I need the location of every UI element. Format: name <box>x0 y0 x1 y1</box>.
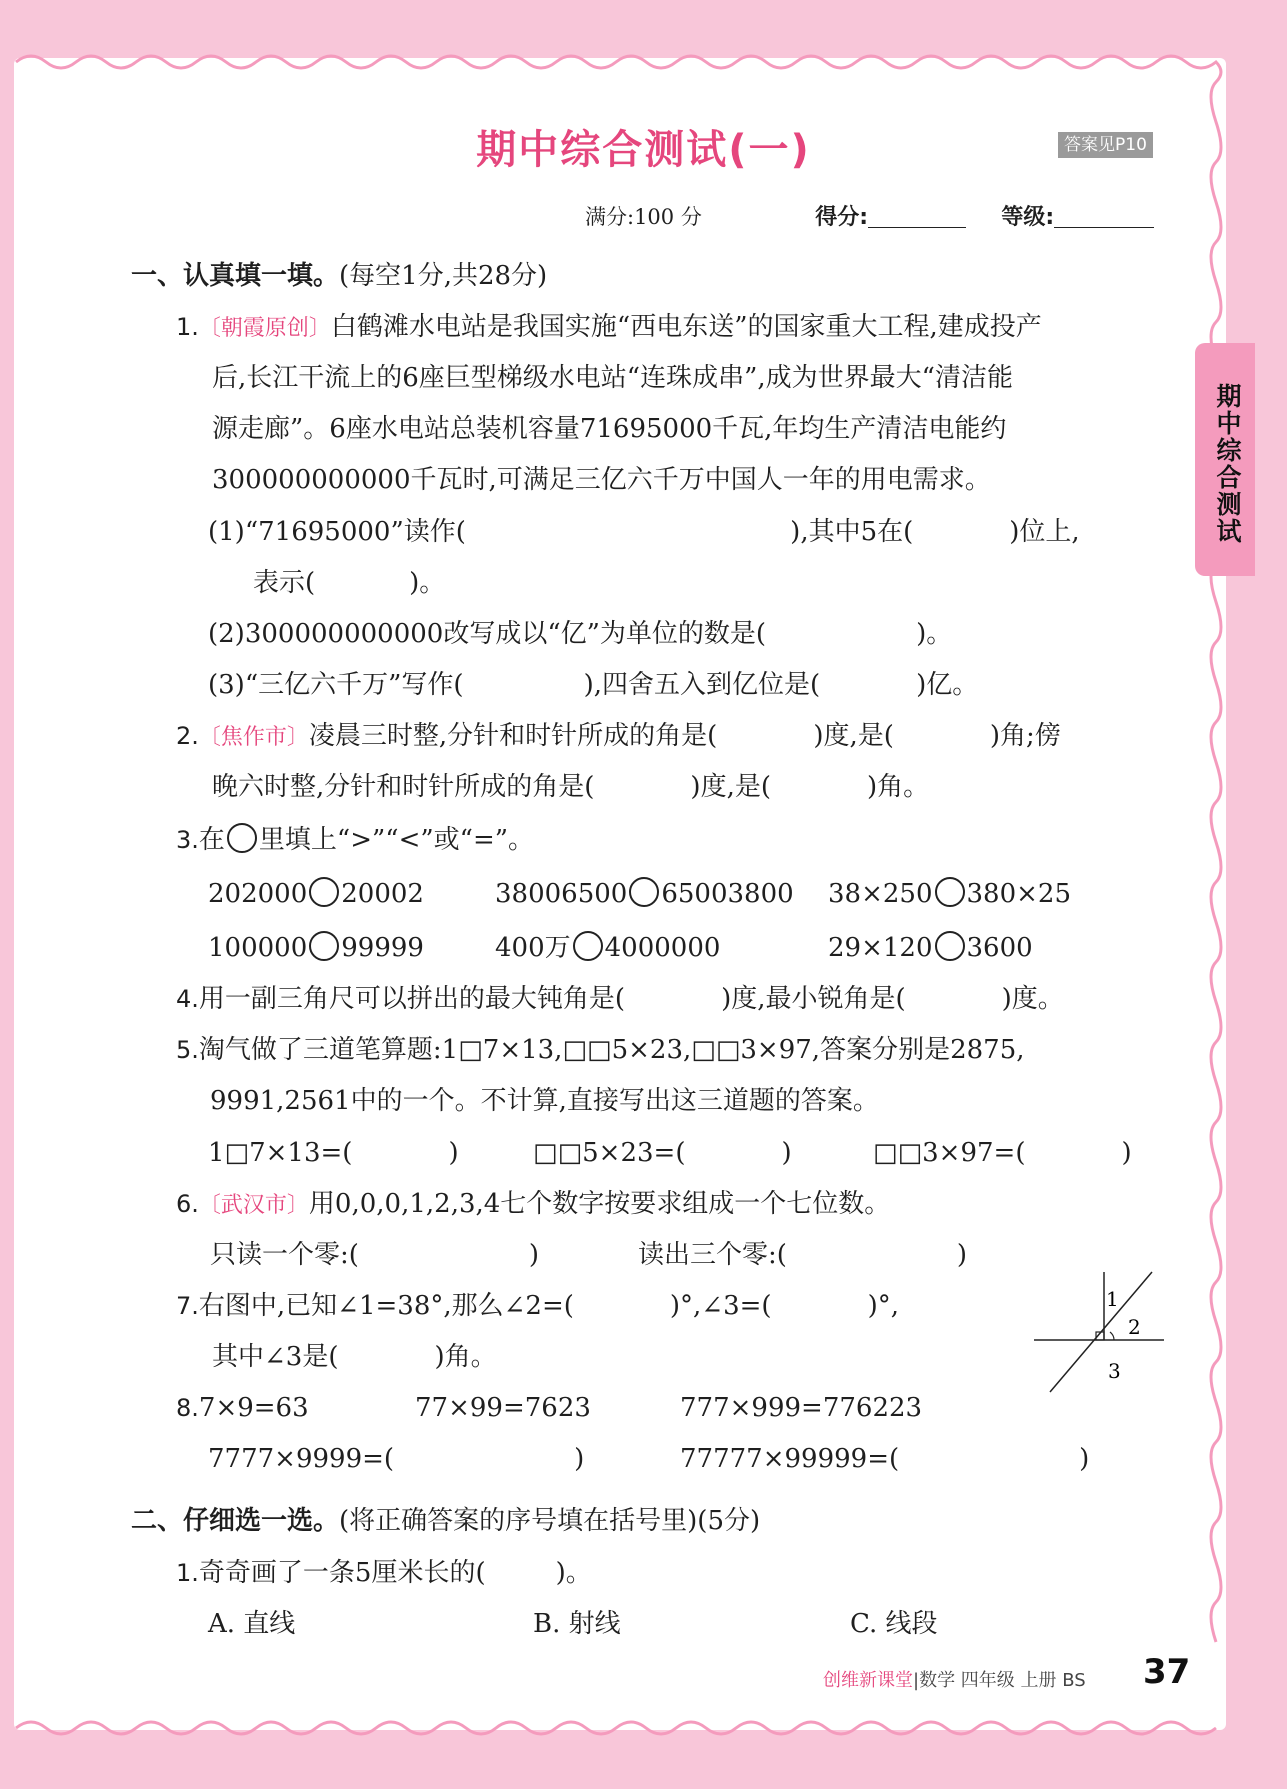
angle-label-2: 2 <box>1128 1315 1141 1339</box>
page-title: 期中综合测试(一) <box>476 127 811 173</box>
footer-brand: 创维新课堂 <box>823 1670 913 1691</box>
q6-source-tag: 〔武汉市〕 <box>198 1193 309 1218</box>
footer <box>823 1666 1086 1692</box>
q8-text-c: 777×999=776223 <box>680 1393 923 1423</box>
q6-number: 6. <box>176 1190 199 1218</box>
q4-number: 4. <box>176 985 199 1013</box>
q3-compare-2 <box>495 877 794 909</box>
angle-label-1: 1 <box>1106 1287 1119 1311</box>
q3-compare-right: 4000000 <box>604 933 721 963</box>
q7-text-b: )°,∠3=( <box>669 1291 772 1321</box>
q6-close: ) <box>528 1240 540 1270</box>
q1-line2: 后,长江干流上的6座巨型梯级水电站“连珠成串”,成为世界最大“清洁能 <box>212 363 1013 393</box>
q3-compare-left: 100000 <box>208 933 308 963</box>
compare-circle[interactable] <box>935 931 965 961</box>
page-number: 37 <box>1143 1652 1191 1692</box>
q3-compare-left: 29×120 <box>828 933 933 963</box>
q5-expr: 1□7×13=( <box>208 1138 353 1168</box>
score-blank[interactable] <box>868 207 966 228</box>
q6-text: 用0,0,0,1,2,3,4七个数字按要求组成一个七位数。 <box>308 1189 891 1219</box>
q8-text-d: 7777×9999=( <box>208 1444 395 1474</box>
q3-text-a: 在 <box>198 825 225 855</box>
q7-text-d: 其中∠3是( <box>212 1342 339 1372</box>
s2-q1-option-a[interactable]: A. 直线 <box>208 1609 296 1639</box>
q6-answer-1 <box>210 1240 539 1270</box>
q1-line4: 300000000000千瓦时,可满足三亿六千万中国人一年的用电需求。 <box>212 465 991 495</box>
q1-sub1-text-d: 表示( <box>253 568 316 598</box>
section2-heading <box>131 1506 760 1536</box>
q6-line1 <box>176 1189 890 1221</box>
q4-text-a: 用一副三角尺可以拼出的最大钝角是( <box>198 984 626 1014</box>
q8-answer-2 <box>680 1444 1089 1474</box>
q2-text-e: )度,是( <box>690 772 771 802</box>
angle-label-3: 3 <box>1108 1359 1121 1383</box>
q8-text-e: 77777×99999=( <box>680 1444 900 1474</box>
q1-sub2-text-a: (2)300000000000改写成以“亿”为单位的数是( <box>208 619 767 649</box>
q2-line2 <box>212 772 929 802</box>
q3-compare-left: 38×250 <box>828 879 933 909</box>
grade-blank[interactable] <box>1054 207 1154 228</box>
compare-circle[interactable] <box>935 877 965 907</box>
q1-sub3 <box>208 670 978 700</box>
score-label: 得分: <box>815 205 869 230</box>
compare-circle[interactable] <box>629 877 659 907</box>
q7-line2 <box>212 1342 497 1372</box>
q1-number: 1. <box>176 313 199 341</box>
s2-q1-option-b[interactable]: B. 射线 <box>533 1609 621 1639</box>
q3-compare-6 <box>828 931 1033 963</box>
q2-text-a: 凌晨三时整,分针和时针所成的角是( <box>308 721 718 751</box>
compare-circle[interactable] <box>309 877 339 907</box>
s2-q1-line1 <box>176 1558 592 1588</box>
q3-compare-3 <box>828 877 1071 909</box>
score-row <box>585 200 1154 231</box>
grade-label: 等级: <box>1001 205 1055 230</box>
q3-number: 3. <box>176 826 199 854</box>
q1-sub1-text-e: )。 <box>409 568 446 598</box>
q3-compare-right: 3600 <box>966 933 1033 963</box>
q8-line1 <box>176 1393 309 1423</box>
compare-circle[interactable] <box>309 931 339 961</box>
q5-answer-2 <box>533 1138 792 1168</box>
q3-compare-left: 202000 <box>208 879 308 909</box>
q2-line1 <box>176 721 1061 753</box>
section2-title: 二、仔细选一选。 <box>131 1506 340 1536</box>
angle-arc <box>1110 1332 1114 1340</box>
q5-close: ) <box>1121 1138 1132 1168</box>
q2-text-c: )角;傍 <box>989 721 1061 751</box>
q5-answer-1 <box>208 1138 459 1168</box>
q3-compare-left: 400万 <box>495 933 571 963</box>
q1-sub3-text-a: (3)“三亿六千万”写作( <box>208 670 464 700</box>
q1-sub1-line2 <box>253 568 445 598</box>
q2-text-f: )角。 <box>866 772 930 802</box>
q6-text-b: 读出三个零:( <box>638 1240 787 1270</box>
q1-line1 <box>176 312 1042 344</box>
q5-expr: □□5×23=( <box>533 1138 686 1168</box>
q1-sub1-text-c: )位上, <box>1009 517 1080 547</box>
s2-q1-text-a: 奇奇画了一条5厘米长的( <box>198 1558 486 1588</box>
q8-number: 8. <box>176 1394 199 1422</box>
q7-text-e: )角。 <box>434 1342 497 1372</box>
q1-source-tag: 〔朝霞原创〕 <box>198 316 331 341</box>
q7-text-a: 右图中,已知∠1=38°,那么∠2=( <box>198 1291 574 1321</box>
q3-compare-left: 38006500 <box>495 879 628 909</box>
s2-q1-text-b: )。 <box>555 1558 592 1588</box>
q3-line1 <box>176 823 534 855</box>
q3-compare-right: 380×25 <box>966 879 1071 909</box>
circle-blank-icon <box>227 823 257 853</box>
section1-note: (每空1分,共28分) <box>339 261 548 291</box>
q3-compare-right: 20002 <box>341 879 424 909</box>
q6-answer-2 <box>638 1240 967 1270</box>
compare-circle[interactable] <box>573 931 603 961</box>
section2-note: (将正确答案的序号填在括号里)(5分) <box>339 1506 761 1536</box>
q4-text-c: )度。 <box>1001 984 1064 1014</box>
q5-close: ) <box>781 1138 792 1168</box>
q7-line1 <box>176 1291 899 1321</box>
q4-line1 <box>176 984 1064 1014</box>
q3-compare-right: 65003800 <box>661 879 794 909</box>
q5-expr: □□3×97=( <box>873 1138 1026 1168</box>
q2-text-d: 晚六时整,分针和时针所成的角是( <box>212 772 595 802</box>
q1-sub3-text-b: ),四舍五入到亿位是( <box>583 670 821 700</box>
q3-compare-right: 99999 <box>341 933 424 963</box>
section1-title: 一、认真填一填。 <box>131 261 340 291</box>
footer-meta: |数学 四年级 上册 BS <box>913 1670 1086 1691</box>
q1-sub2-text-b: )。 <box>916 619 953 649</box>
q8-text-a: 7×9=63 <box>198 1393 309 1423</box>
q5-close: ) <box>448 1138 459 1168</box>
side-tab-label: 期中综合测试 <box>1213 383 1242 545</box>
q3-compare-5 <box>495 931 720 963</box>
q6-text-a: 只读一个零:( <box>210 1240 359 1270</box>
answer-reference-badge: 答案见P10 <box>1058 132 1153 158</box>
q4-text-b: )度,最小锐角是( <box>721 984 906 1014</box>
full-score: 满分:100 分 <box>585 205 702 229</box>
q1-sub1 <box>208 517 1080 547</box>
section1-heading <box>131 261 547 291</box>
q1-text: 白鹤滩水电站是我国实施“西电东送”的国家重大工程,建成投产 <box>330 312 1042 342</box>
q5-line1 <box>176 1035 1025 1065</box>
side-tab <box>1195 343 1255 576</box>
q8-text-b: 77×99=7623 <box>415 1393 591 1423</box>
q2-source-tag: 〔焦作市〕 <box>198 725 309 750</box>
q5-answer-3 <box>873 1138 1132 1168</box>
angle-figure <box>1030 1268 1170 1394</box>
q8-close: ) <box>1079 1444 1090 1474</box>
q6-close: ) <box>956 1240 968 1270</box>
q8-answer-1 <box>208 1444 584 1474</box>
q1-sub1-text-b: ),其中5在( <box>790 517 914 547</box>
q1-sub2 <box>208 619 952 649</box>
q1-sub3-text-c: )亿。 <box>916 670 979 700</box>
q5-text: 淘气做了三道笔算题:1□7×13,□□5×23,□□3×97,答案分别是2875, <box>198 1035 1025 1065</box>
q1-line3: 源走廊”。6座水电站总装机容量71695000千瓦,年均生产清洁电能约 <box>212 414 1007 444</box>
q3-compare-4 <box>208 931 424 963</box>
q3-compare-1 <box>208 877 424 909</box>
q2-number: 2. <box>176 722 199 750</box>
q5-number: 5. <box>176 1036 199 1064</box>
s2-q1-option-c[interactable]: C. 线段 <box>850 1609 938 1639</box>
q2-text-b: )度,是( <box>813 721 894 751</box>
q5-line2: 9991,2561中的一个。不计算,直接写出这三道题的答案。 <box>210 1086 879 1116</box>
q7-text-c: )°, <box>867 1291 899 1321</box>
q3-text-b: 里填上“>”“<”或“=”。 <box>258 825 535 855</box>
q7-number: 7. <box>176 1292 199 1320</box>
s2-q1-number: 1. <box>176 1559 199 1587</box>
q1-sub1-text-a: (1)“71695000”读作( <box>208 517 466 547</box>
q8-close: ) <box>574 1444 585 1474</box>
